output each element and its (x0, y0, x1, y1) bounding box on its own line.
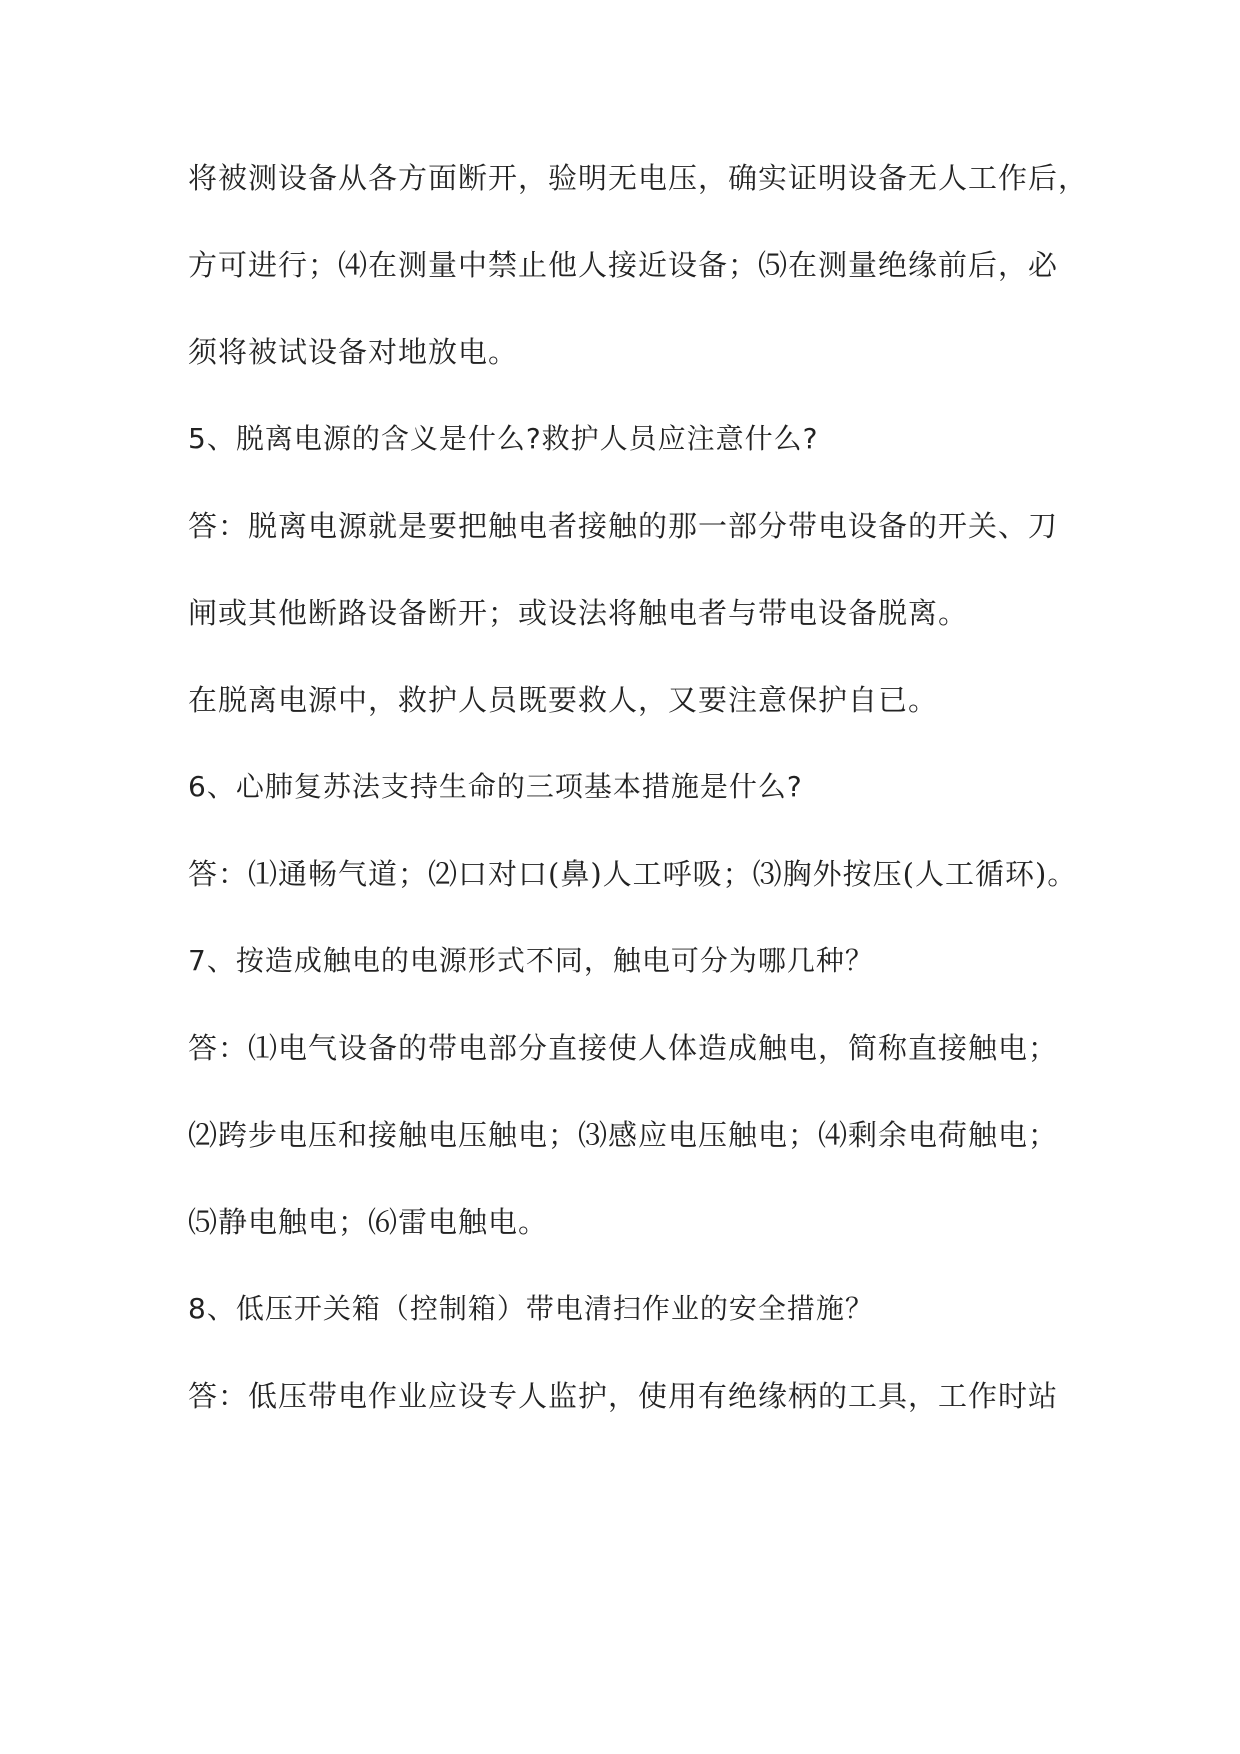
text-line: 闸或其他断路设备断开；或设法将触电者与带电设备脱离。 (188, 596, 969, 630)
question-heading: 8、低压开关箱（控制箱）带电清扫作业的安全措施？ (188, 1292, 874, 1325)
text-line: ⑵跨步电压和接触电压触电；⑶感应电压触电；⑷剩余电荷触电； (188, 1118, 1059, 1152)
question-heading: 7、按造成触电的电源形式不同，触电可分为哪几种？ (188, 944, 874, 977)
text-line: ⑸静电触电；⑹雷电触电。 (188, 1205, 549, 1239)
text-line: 将被测设备从各方面断开，验明无电压，确实证明设备无人工作后， (188, 161, 1089, 195)
text-line: 答：低压带电作业应设专人监护，使用有绝缘柄的工具，工作时站 (188, 1379, 1059, 1413)
question-heading: 6、心肺复苏法支持生命的三项基本措施是什么? (188, 770, 803, 803)
text-line: 方可进行；⑷在测量中禁止他人接近设备；⑸在测量绝缘前后，必 (188, 248, 1059, 282)
text-line: 答：⑴通畅气道；⑵口对口(鼻)人工呼吸；⑶胸外按压(人工循环)。 (188, 857, 1078, 891)
text-line: 在脱离电源中，救护人员既要救人，又要注意保护自已。 (188, 683, 939, 717)
question-heading: 5、脱离电源的含义是什么?救护人员应注意什么? (188, 422, 819, 455)
text-line: 须将被试设备对地放电。 (188, 335, 519, 369)
text-line: 答：⑴电气设备的带电部分直接使人体造成触电，简称直接触电； (188, 1031, 1059, 1065)
text-line: 答：脱离电源就是要把触电者接触的那一部分带电设备的开关、刀 (188, 509, 1059, 543)
